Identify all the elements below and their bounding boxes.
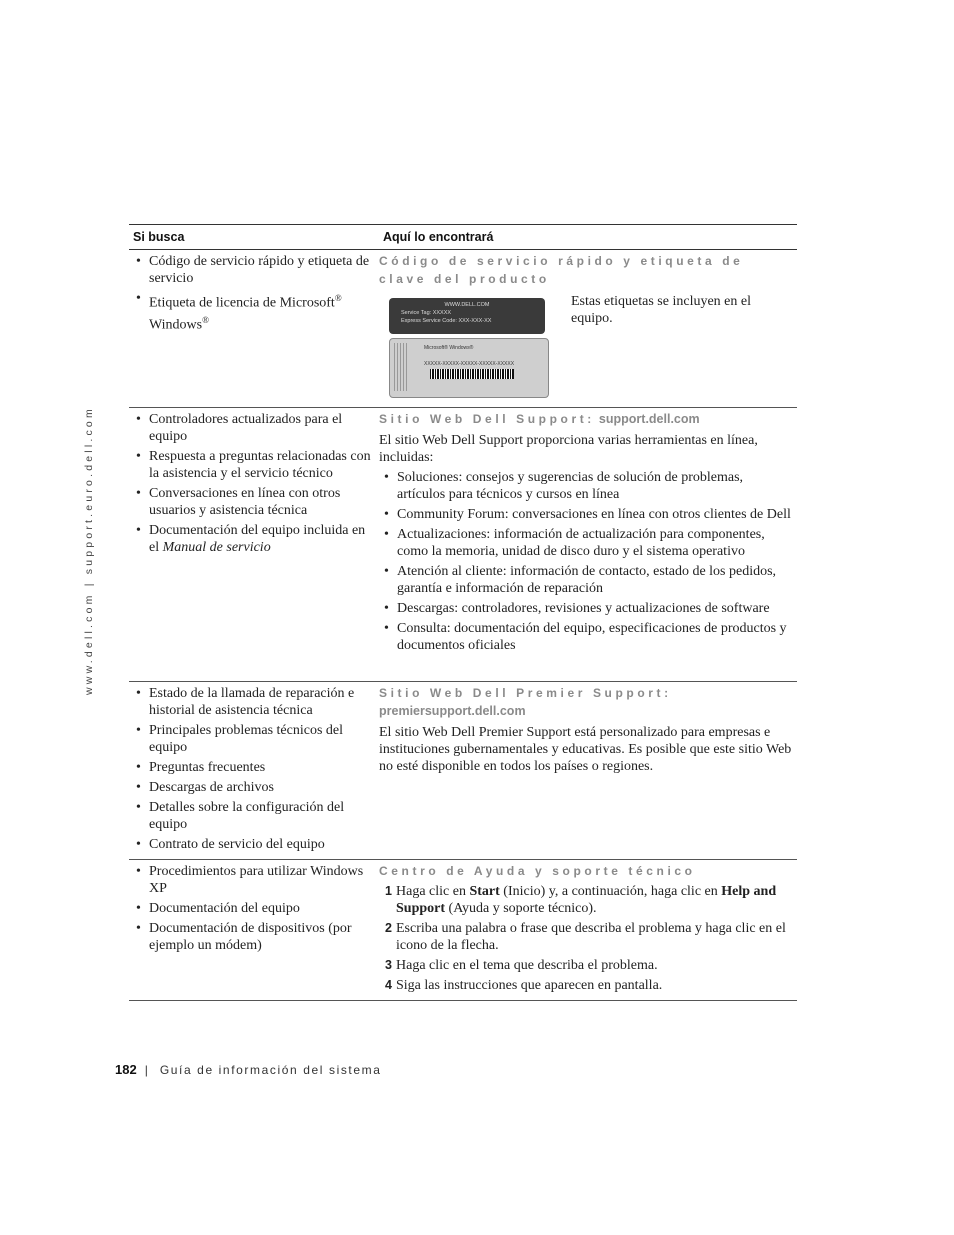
step-text: (Ayuda y soporte técnico). [445, 901, 597, 916]
list-item: • Código de servicio rápido y etiqueta de servicio [135, 253, 375, 287]
table-row [129, 408, 797, 682]
list-item: • Respuesta a preguntas relacionadas con la asistencia y el servicio técnico [135, 448, 375, 482]
step-number: 3 [385, 958, 392, 972]
label-text: WWW.DELL.COM [444, 302, 490, 308]
step-text: Haga clic en el tema que describa el problema. [396, 958, 658, 973]
section-heading: Sitio Web Dell Support: [379, 412, 595, 426]
step-text: Siga las instrucciones que aparecen en pantalla. [396, 978, 663, 993]
list-item: • Estado de la llamada de reparación e historial de asistencia técnica [135, 685, 375, 719]
step-text-bold: Help and Support [396, 884, 777, 916]
col2-header: Aquí lo encontrará [383, 230, 494, 244]
list-item: • Soluciones: consejos y sugerencias de solución de problemas, artículos para técnicos y cursos en línea [383, 469, 793, 503]
list-item: • Preguntas frecuentes [135, 759, 375, 776]
step-text: (Inicio) y, a continuación, haga clic en [499, 884, 722, 899]
step-item [379, 957, 793, 974]
tools-list [383, 469, 793, 654]
barcode [430, 369, 514, 379]
list-item: • Conversaciones en línea con otros usuarios y asistencia técnica [135, 485, 375, 519]
looking-for-list [135, 411, 375, 556]
list-item: • Descargas de archivos [135, 779, 375, 796]
list-item: • Procedimientos para utilizar Windows XP [135, 863, 375, 897]
product-key-image [389, 338, 549, 398]
looking-for-list [135, 863, 375, 954]
section-heading: Sitio Web Dell Premier Support: [379, 686, 672, 700]
steps-list [379, 883, 793, 994]
step-item [379, 977, 793, 994]
list-item: • Actualizaciones: información de actualización para componentes, como la memoria, unidad de disco duro y el sistema operativo [383, 526, 793, 560]
label-text: XXXXX-XXXXX-XXXXX-XXXXX-XXXXX [424, 361, 515, 367]
step-item [379, 920, 793, 954]
list-item: • Contrato de servicio del equipo [135, 836, 375, 853]
table-header [129, 224, 797, 250]
step-text-bold: Start [469, 884, 500, 899]
section-heading: Centro de Ayuda y soporte técnico [379, 864, 696, 878]
table-row [129, 860, 797, 1001]
list-item: • Documentación del equipo incluida en el Manual de servicio [135, 522, 375, 556]
table-row [129, 682, 797, 860]
section-heading: Código de servicio rápido y etiqueta de clave del producto [379, 254, 744, 286]
list-item: • Community Forum: conversaciones en línea con otros clientes de Dell [383, 506, 793, 523]
step-item [379, 883, 793, 917]
info-table [129, 224, 797, 1001]
side-url: www.dell.com | support.euro.dell.com [83, 406, 95, 695]
list-item: • Descargas: controladores, revisiones y actualizaciones de software [383, 600, 793, 617]
col1-header: Si busca [133, 230, 185, 244]
label-text: Microsoft® Windows® [424, 345, 474, 351]
premier-url-link[interactable]: premiersupport.dell.com [379, 704, 526, 718]
looking-for-list [135, 253, 375, 333]
step-text: Escriba una palabra o frase que describa el problema y haga clic en el icono de la flecha. [396, 921, 786, 953]
footer-separator: | [144, 1063, 148, 1077]
support-url-link[interactable]: support.dell.com [598, 412, 700, 426]
list-item: • Consulta: documentación del equipo, especificaciones de productos y documentos oficiales [383, 620, 793, 654]
step-number: 1 [385, 884, 392, 898]
footer-title: Guía de información del sistema [159, 1063, 382, 1077]
label-text: Service Tag: XXXXX [401, 310, 452, 316]
list-item: • Documentación del equipo [135, 900, 375, 917]
step-number: 2 [385, 921, 392, 935]
label-text: Express Service Code: XXX-XXX-XX [401, 318, 492, 324]
labels-note: Estas etiquetas se incluyen en el equipo. [571, 294, 751, 326]
list-item: • Detalles sobre la configuración del equipo [135, 799, 375, 833]
looking-for-list [135, 685, 375, 853]
section-text: El sitio Web Dell Premier Support está personalizado para empresas e instituciones gubernamentales y educativas. Es posible que este sitio Web no esté disponible en todos los países o regiones. [379, 725, 792, 774]
page-number: 182 [115, 1062, 137, 1077]
list-item: • Etiqueta de licencia de Microsoft® Windows® [135, 290, 375, 333]
service-tag-image [389, 298, 545, 334]
section-intro: El sitio Web Dell Support proporciona varias herramientas en línea, incluidas: [379, 433, 758, 465]
step-text: Haga clic en [396, 884, 470, 899]
list-item: • Atención al cliente: información de contacto, estado de los pedidos, garantía e información de reparación [383, 563, 793, 597]
page-footer [115, 1062, 382, 1077]
step-number: 4 [385, 978, 392, 992]
list-item: • Controladores actualizados para el equipo [135, 411, 375, 445]
table-row [129, 250, 797, 408]
list-item: • Principales problemas técnicos del equipo [135, 722, 375, 756]
list-item: • Documentación de dispositivos (por ejemplo un módem) [135, 920, 375, 954]
